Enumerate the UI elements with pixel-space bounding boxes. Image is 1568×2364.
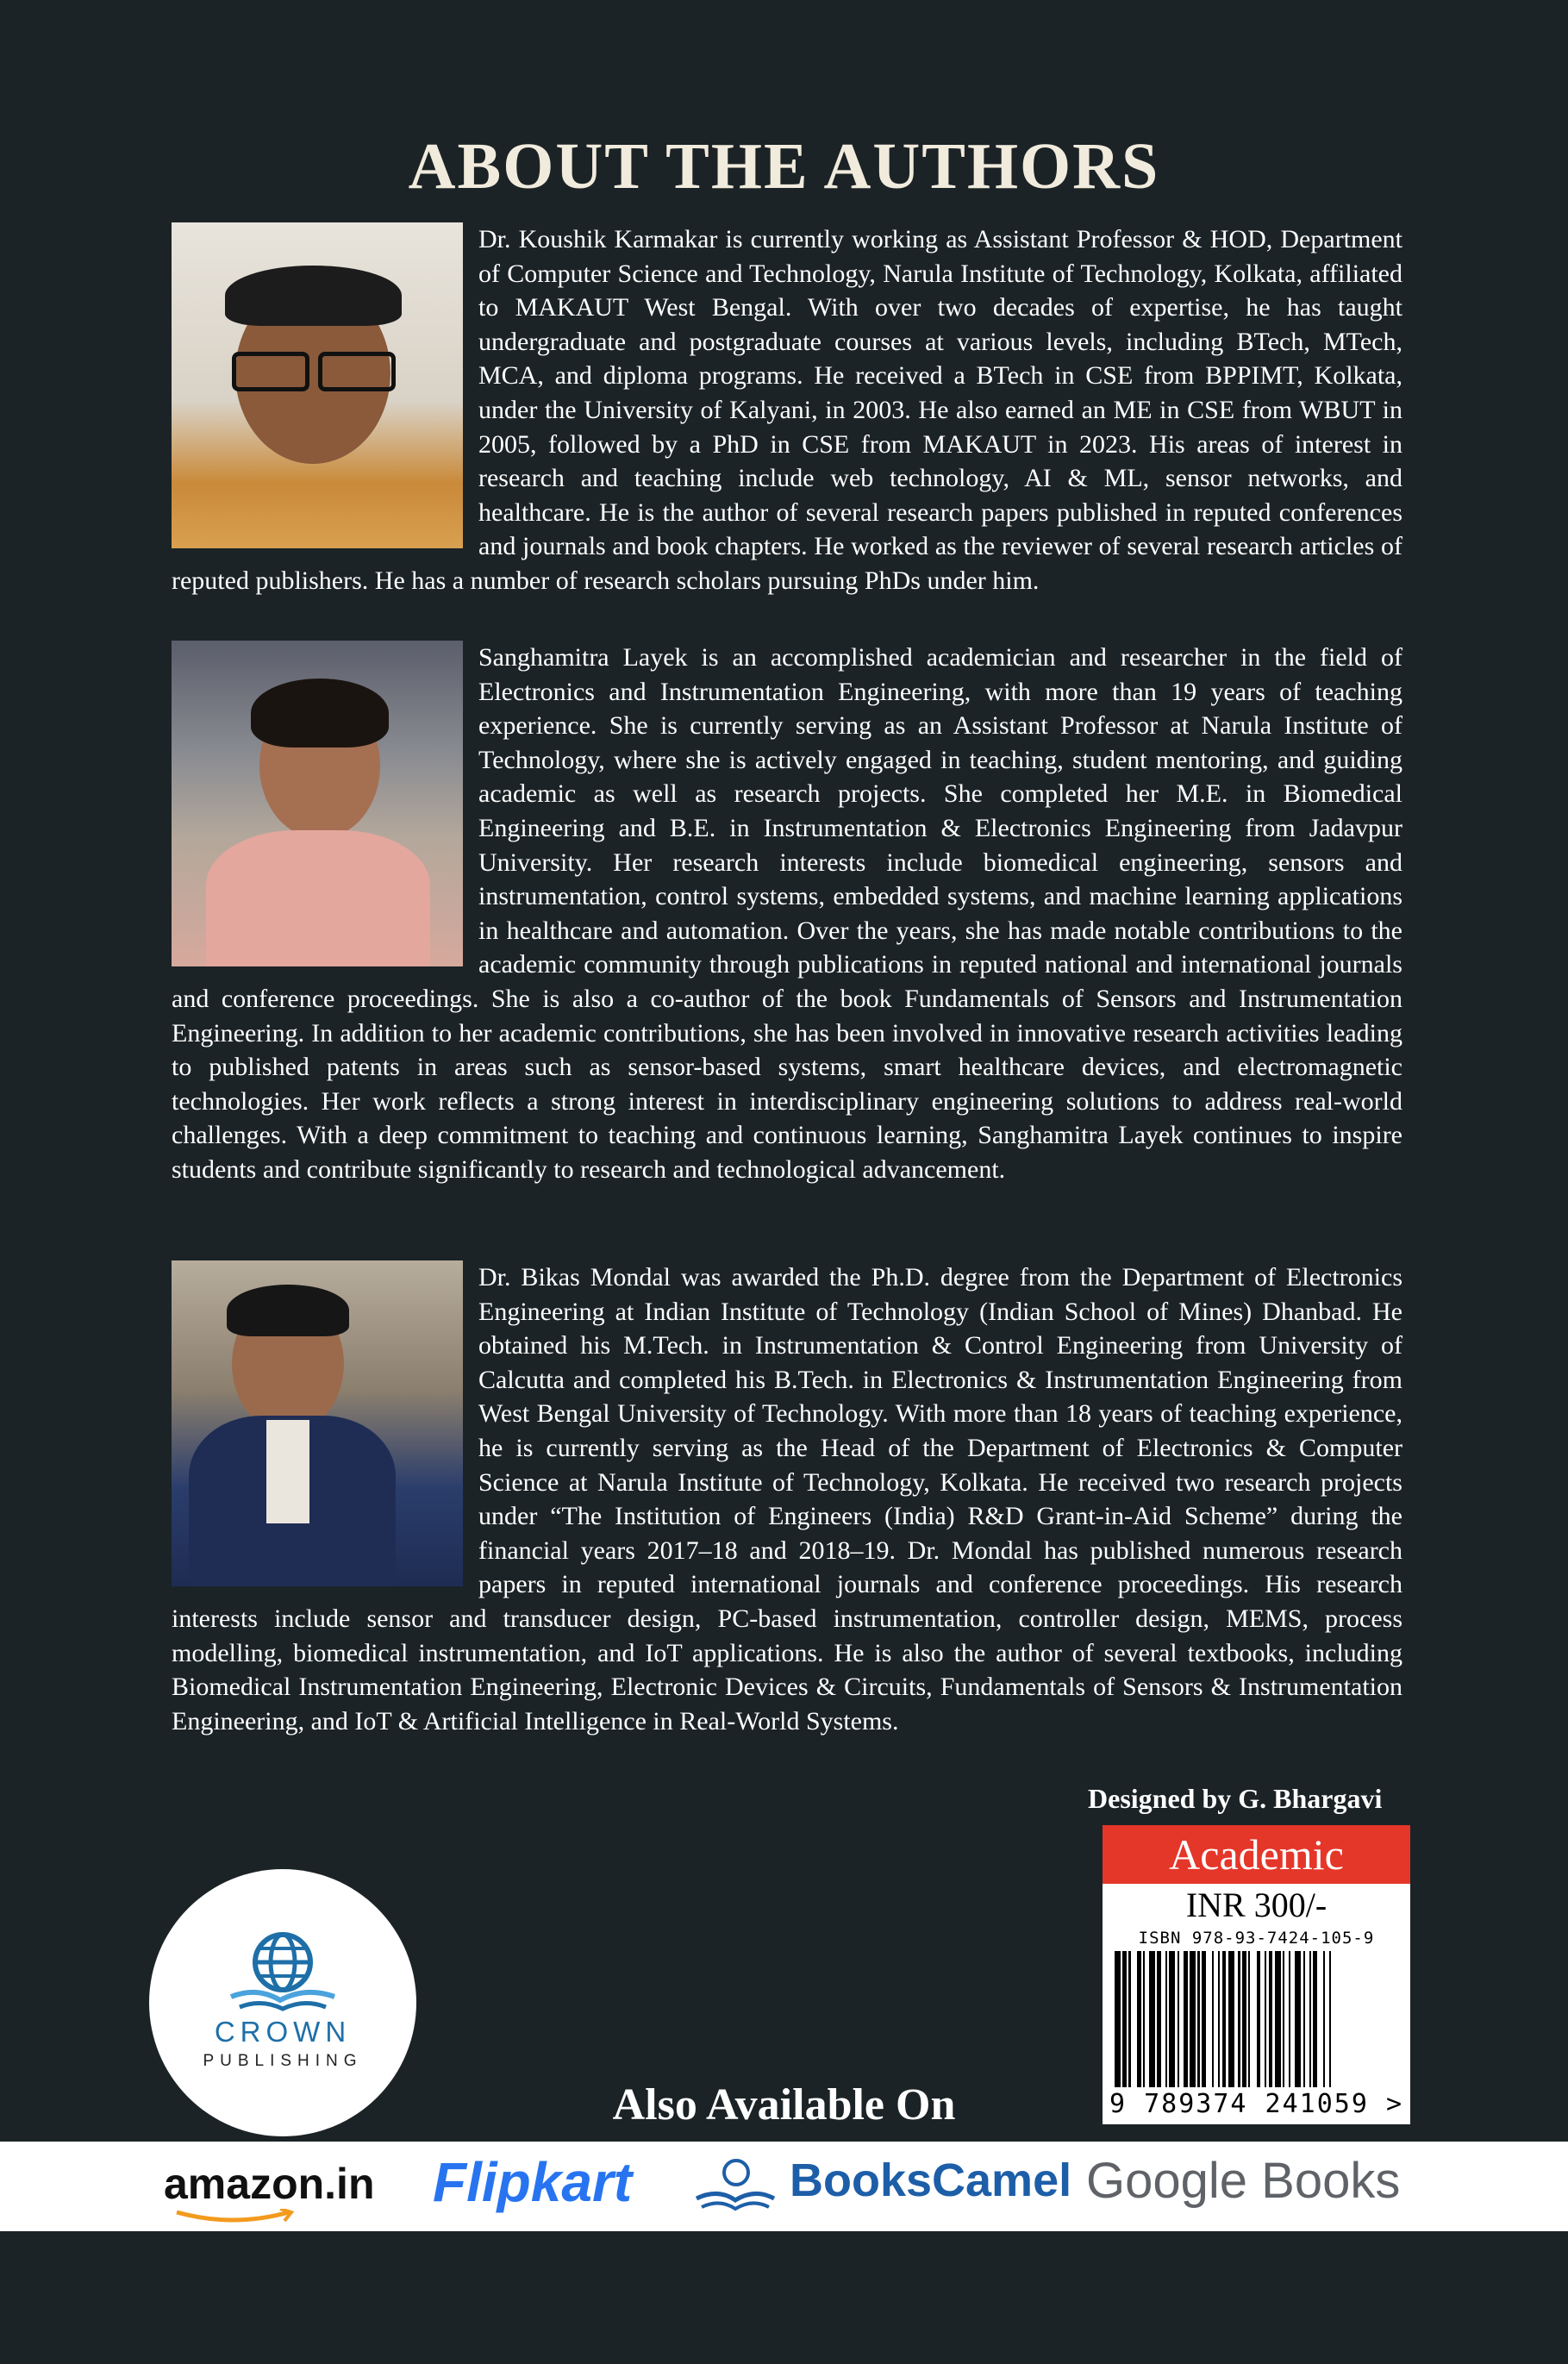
barcode-bar	[1323, 1951, 1325, 2087]
barcode-bar	[1218, 1951, 1220, 2087]
barcode-bar	[1202, 1951, 1206, 2087]
author-section-2	[172, 641, 1402, 1187]
designer-credit: Designed by G. Bhargavi	[1088, 1783, 1383, 1814]
author-section-1	[172, 222, 1402, 598]
barcode-bar	[1238, 1951, 1240, 2087]
barcode-bar	[1265, 1951, 1266, 2087]
barcode-bar	[1329, 1951, 1331, 2087]
publisher-name: CROWN	[214, 2016, 352, 2048]
author-section-3	[172, 1260, 1402, 1738]
globe-book-icon	[149, 1869, 416, 2016]
barcode-bar	[1313, 1951, 1317, 2087]
store-flipkart[interactable]: Flipkart	[433, 2151, 633, 2213]
camel-book-icon	[688, 2154, 783, 2214]
barcode-bar	[1269, 1951, 1273, 2087]
barcode-bar	[1149, 1951, 1155, 2087]
availability-heading: Also Available On	[612, 2080, 956, 2129]
store-strip	[0, 2142, 1568, 2231]
barcode-bar	[1222, 1951, 1227, 2087]
barcode-bar	[1128, 1951, 1130, 2087]
barcode-bar	[1143, 1951, 1145, 2087]
author-photo-1	[172, 222, 463, 548]
barcode-bar	[1165, 1951, 1167, 2087]
amazon-smile-icon	[172, 2209, 302, 2226]
barcode-bar	[1289, 1951, 1290, 2087]
barcode-bar	[1295, 1951, 1301, 2087]
barcode-bar	[1283, 1951, 1284, 2087]
barcode-bar	[1169, 1951, 1175, 2087]
author-photo-2	[172, 641, 463, 966]
category-label: Academic	[1103, 1825, 1410, 1884]
barcode-bar	[1212, 1951, 1214, 2087]
barcode-bar	[1275, 1951, 1281, 2087]
store-bookscamel-label: BooksCamel	[790, 2154, 1072, 2206]
barcode-bar	[1122, 1951, 1127, 2087]
barcode-bar	[1242, 1951, 1246, 2087]
barcode-bar	[1228, 1951, 1234, 2087]
isbn-label: ISBN 978-93-7424-105-9	[1138, 1929, 1375, 1948]
page-title: ABOUT THE AUTHORS	[408, 130, 1160, 203]
barcode-bar	[1248, 1951, 1250, 2087]
barcode-bar	[1178, 1951, 1179, 2087]
barcode-bar	[1257, 1951, 1261, 2087]
barcode-bar	[1184, 1951, 1188, 2087]
store-amazon[interactable]	[164, 2159, 374, 2209]
author-bio-2: Sanghamitra Layek is an accomplished academician and researcher in the field of Electronics and Instrumentation Engineering, with more than 19 years of teaching experience. She is currently serving as an Assistant Professor at Narula Institute of Technology, where she is actively engaged in teaching, student mentoring, and guiding academic as well as research projects. She completed her M.E. in Biomedical Engineering and B.E. in Instrumentation & Electronics Engineering from Jadavpur University. Her research interests include biomedical engineering, sensors and instrumentation, control systems, embedded systems, and machine learning applications in healthcare and automation. Over the years, she has made notable contributions to the academic community through publications in reputed national and international journals and conference proceedings. She is also a co-author of the book Fundamentals of Sensors and Instrumentation Engineering. In addition to her academic contributions, she has been involved in innovative research activities leading to published patents in areas such as sensor-based systems, smart healthcare devices, and electromagnetic technologies. Her work reflects a strong interest in interdisciplinary engineering solutions to address real-world challenges. With a deep commitment to teaching and continuous learning, Sanghamitra Layek continues to inspire students and contribute significantly to research and technological advancement.	[172, 643, 1402, 1184]
barcode-bar	[1197, 1951, 1199, 2087]
barcode-bar	[1115, 1951, 1121, 2087]
author-bio-3: Dr. Bikas Mondal was awarded the Ph.D. degree from the Department of Electronics Engineering at Indian Institute of Technology (Indian School of Mines) Dhanbad. He obtained his M.Tech. in Instrumentation & Control Engineering from University of Calcutta and completed his B.Tech. in Electronics & Instrumentation Engineering from West Bengal University of Technology. With more than 18 years of teaching experience, he is currently serving as the Head of the Department of Electronics & Computer Science at Narula Institute of Technology, Kolkata. He received two research projects under “The Institution of Engineers (India) R&D Grant-in-Aid Scheme” during the financial years 2017–18 and 2018–19. Dr. Mondal has published numerous research papers in reputed international journals and conference proceedings. His research interests include sensor and transducer design, PC-based instrumentation, controller design, MEMS, process modelling, biomedical instrumentation, and IoT applications. He is also the author of several textbooks, including Biomedical Instrumentation Engineering, Electronic Devices & Circuits, Fundamentals of Sensors & Instrumentation Engineering, and IoT & Artificial Intelligence in Real-World Systems.	[172, 1263, 1402, 1735]
store-google-books[interactable]: Google Books	[1086, 2153, 1401, 2209]
barcode-bar	[1190, 1951, 1196, 2087]
store-amazon-label: amazon.in	[164, 2160, 375, 2208]
barcode-bar	[1137, 1951, 1141, 2087]
author-bio-1: Dr. Koushik Karmakar is currently working as Assistant Professor & HOD, Department of Computer Science and Technology, Narula Institute of Technology, Kolkata, affiliated to MAKAUT West Bengal. With over two decades of expertise, he has taught undergraduate and postgraduate courses at various levels, including BTech, MTech, MCA, and diploma programs. He received a BTech in CSE from BPPIMT, Kolkata, under the University of Kalyani, in 2003. He also earned an ME in CSE from WBUT in 2005, followed by a PhD in CSE from MAKAUT in 2023. His areas of interest in research and teaching include web technology, AI & ML, sensor networks, and healthcare. He is the author of several research papers published in reputed conferences and journals and book chapters. He worked as the reviewer of several research articles of reputed publishers. He has a number of research scholars pursuing PhDs under him.	[172, 225, 1402, 595]
barcode	[1115, 1951, 1398, 2087]
barcode-number: 9 789374 241059 >	[1109, 2089, 1404, 2119]
price-label: INR 300/-	[1185, 1886, 1327, 1924]
barcode-bar	[1157, 1951, 1161, 2087]
barcode-bar	[1303, 1951, 1305, 2087]
publisher-subname: PUBLISHING	[203, 2052, 363, 2070]
barcode-bar	[1309, 1951, 1311, 2087]
author-photo-3	[172, 1260, 463, 1586]
